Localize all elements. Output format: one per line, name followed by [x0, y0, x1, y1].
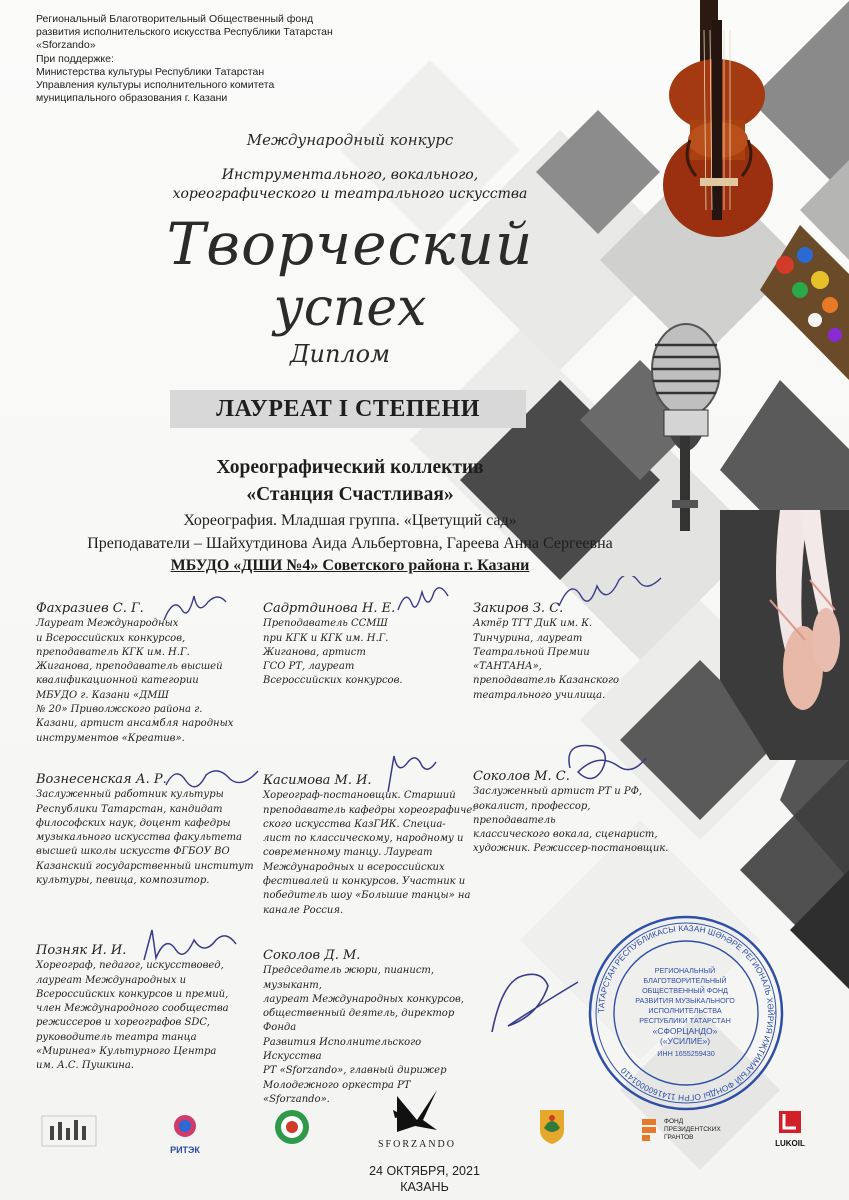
- jury-desc-line: культуры, певица, композитор.: [36, 875, 210, 887]
- collective-name: «Станция Счастливая»: [246, 484, 454, 505]
- teachers-line: Преподаватели – Шайхутдинова Аида Альбертовна, Гареева Анна Сергеевна: [87, 535, 613, 552]
- signature: [555, 576, 665, 616]
- signature: [162, 763, 262, 797]
- jury-desc-line: вокалист, профессор, преподаватель: [473, 800, 591, 826]
- swallow-icon: [387, 1088, 447, 1134]
- jury-desc-line: преподаватель КГК им. Н.Г.: [36, 646, 190, 658]
- organization-stamp: [586, 913, 786, 1113]
- grants-line: ФОНД: [664, 1118, 684, 1125]
- jury-desc-line: квалификационной категории: [36, 675, 199, 687]
- stamp-ring-text: ТАТАРСТАН РЕСПУБЛИКАСЫ КАЗАН ШӘҺӘРЕ РЕГИОНАЛЬ ХӘЙРИЯ ИҖТИМАГЫЙ ФОНДЫ ОГРН 1141600001410: [595, 922, 777, 1104]
- contest-category-line1: Инструментального, вокального,: [221, 167, 479, 183]
- jury-desc-line: Республики Татарстан, кандидат: [36, 803, 223, 815]
- jury-desc-line: общественный деятель, директор Фонда: [263, 1008, 455, 1034]
- jury-desc-line: Молодежного оркестра РТ «Sforzando».: [263, 1079, 411, 1105]
- jury-desc-line: ГСО РТ, лауреат: [263, 661, 355, 673]
- contest-category-line2: хореографического и театрального искусства: [172, 186, 528, 202]
- grants-line: ГРАНТОВ: [664, 1134, 694, 1141]
- org-line: муниципального образования г. Казани: [36, 92, 228, 105]
- lukoil-icon: [778, 1110, 802, 1134]
- school-line: [0, 557, 700, 575]
- jury-desc-line: преподаватель Казанского: [473, 675, 620, 687]
- sforzando-logo: [372, 1088, 462, 1156]
- jury-desc-line: победитель шоу «Большие танцы» на: [263, 890, 471, 902]
- jury-name: Соколов М. С.: [473, 769, 570, 784]
- contest-title-line2: успех: [273, 278, 427, 338]
- jury-desc-line: Хореограф, педагог, искусствовед,: [36, 960, 224, 972]
- jury-desc-line: им. А.С. Пушкина.: [36, 1060, 134, 1072]
- signature: [480, 962, 590, 1040]
- org-line: Министерства культуры Республики Татарстан: [36, 65, 265, 78]
- signature: [392, 586, 452, 622]
- jury-desc-line: Преподаватель ССМШ: [263, 618, 388, 630]
- jury-desc-line: МБУДО г. Казани «ДМШ: [36, 689, 169, 701]
- jury-desc-line: высшей школы искусств ФГБОУ ВО: [36, 846, 230, 858]
- grants-icon: [640, 1117, 660, 1143]
- rgtek-emblem-icon: [160, 1112, 210, 1140]
- jury-name: Касимова М. И.: [263, 773, 372, 788]
- nomination-category: Хореография. Младшая группа. «Цветущий сад»: [183, 512, 517, 529]
- lukoil-logo: [770, 1110, 810, 1150]
- jury-desc-line: инструментов «Креатив».: [36, 732, 185, 744]
- ministry-culture-logo: [40, 1112, 100, 1148]
- jury-name: Соколов Д. М.: [263, 948, 361, 963]
- tatarstan-emblem: [273, 1108, 311, 1146]
- jury-desc-line: Казани, артист ансамбля народных: [36, 718, 234, 730]
- jury-desc-line: Тинчурина, лауреат: [473, 632, 583, 644]
- jury-desc-line: ского искусства КазГИК. Специа-: [263, 818, 446, 830]
- jury-desc-line: Заслуженный артист РТ и РФ,: [473, 786, 643, 798]
- org-line: При поддержке:: [36, 52, 114, 65]
- jury-name: Вознесенская А. Р.: [36, 772, 167, 787]
- sforzando-label: SFORZANDO: [377, 1139, 456, 1150]
- jury-desc-line: руководитель театра танца: [36, 1031, 197, 1043]
- jury-desc-line: театрального училища.: [473, 689, 606, 701]
- jury-desc-line: Хореограф-постановщик. Старший: [263, 790, 456, 802]
- org-line: развития исполнительского искусства Республики Татарстан: [36, 26, 333, 39]
- jury-desc-line: фестивалей и конкурсов. Участник и: [263, 876, 466, 888]
- jury-desc-line: художник. Режиссер-постановщик.: [473, 843, 669, 855]
- jury-member: [473, 602, 648, 703]
- lukoil-label: LUKOIL: [775, 1139, 805, 1148]
- jury-desc-line: Международных и всероссийских: [263, 861, 445, 873]
- jury-name: Позняк И. И.: [36, 943, 127, 958]
- org-line: Управления культуры исполнительного комитета: [36, 79, 275, 92]
- jury-desc-line: Заслуженный работник культуры: [36, 789, 224, 801]
- jury-desc-line: при КГК и КГК им. Н.Г.: [263, 632, 389, 644]
- jury-member: [263, 949, 478, 1107]
- organizer-block: [36, 13, 396, 105]
- jury-desc-line: философских наук, доцент кафедры: [36, 817, 231, 829]
- award-banner: ЛАУРЕАТ I СТЕПЕНИ: [170, 390, 526, 428]
- jury-desc-line: лист по классическому, народному и: [263, 833, 464, 845]
- jury-desc-line: Всероссийских конкурсов.: [263, 675, 403, 687]
- jury-desc-line: Жиганова, преподаватель высшей: [36, 661, 223, 673]
- jury-desc-line: Театральной Премии: [473, 646, 590, 658]
- jury-desc-line: режиссеров и хореографов SDC,: [36, 1017, 210, 1029]
- presidential-grants-logo: [640, 1112, 736, 1148]
- signature: [560, 738, 650, 786]
- jury-desc-line: лауреат Международных и: [36, 974, 187, 986]
- diploma-label: Диплом: [289, 340, 391, 368]
- jury-desc-line: Всероссийских конкурсов и премий,: [36, 988, 229, 1000]
- jury-desc-line: и Всероссийских конкурсов,: [36, 632, 186, 644]
- jury-desc-line: канале Россия.: [263, 904, 344, 916]
- jury-desc-line: современному танцу. Лауреат: [263, 847, 433, 859]
- signature: [140, 926, 240, 966]
- jury-desc-line: лауреат Международных конкурсов,: [263, 993, 464, 1005]
- award-city: КАЗАНЬ: [400, 1180, 449, 1194]
- jury-desc-line: классического вокала, сценарист,: [473, 829, 658, 841]
- jury-desc-line: Председатель жюри, пианист, музыкант,: [263, 965, 435, 991]
- jury-desc-line: Жиганова, артист: [263, 646, 366, 658]
- rgtek-logo: [160, 1112, 210, 1155]
- contest-type: Международный конкурс: [246, 131, 454, 149]
- jury-desc-line: Развития Исполнительского Искусства: [263, 1036, 422, 1063]
- school-name: МБУДО «ДШИ №4» Советского района г. Казани: [170, 557, 530, 574]
- jury-desc-line: преподаватель кафедры хореографиче-: [263, 804, 476, 816]
- jury-name: Закиров З. С.: [473, 601, 564, 616]
- jury-desc-line: «ТАНТАНА»,: [473, 661, 542, 673]
- org-line: «Sforzando»: [36, 39, 96, 52]
- jury-name: Садртдинова Н. Е.: [263, 601, 396, 616]
- kazan-emblem: [538, 1108, 566, 1144]
- jury-desc-line: член Международного сообщества: [36, 1003, 229, 1015]
- grants-line: ПРЕЗИДЕНТСКИХ: [664, 1126, 721, 1133]
- jury-desc-line: Актёр ТГТ ДиК им. К.: [473, 618, 593, 630]
- signature: [380, 752, 440, 796]
- jury-desc-line: РТ «Sforzando», главный дирижер: [263, 1065, 447, 1077]
- jury-name: Фахразиев С. Г.: [36, 601, 144, 616]
- org-line: Региональный Благотворительный Общественный фонд: [36, 13, 314, 25]
- jury-desc-line: № 20» Приволжского района г.: [36, 704, 203, 716]
- rgtek-label: РИТЭК: [170, 1145, 200, 1155]
- jury-desc-line: Казанский государственный институт: [36, 860, 254, 872]
- award-date: 24 ОКТЯБРЯ, 2021: [369, 1164, 480, 1178]
- contest-title-line1: Творческий: [166, 210, 534, 278]
- jury-member: [263, 774, 478, 918]
- jury-desc-line: музыкального искусства факультета: [36, 832, 242, 844]
- stamp-inner-text: РЕГИОНАЛЬНЫЙ БЛАГОТВОРИТЕЛЬНЫЙ ОБЩЕСТВЕННЫЙ ФОНД РАЗВИТИЯ МУЗЫКАЛЬНОГО ИСПОЛНИТЕЛЬСТВА РЕСПУБЛИКИ ТАТАРСТАН «СФОРЦАНДО» («УСИЛИЕ») ИНН 1655259430: [635, 966, 735, 1058]
- jury-desc-line: «Миринеа» Культурного Центра: [36, 1046, 217, 1058]
- jury-desc-line: Лауреат Международных: [36, 618, 179, 630]
- signature: [160, 594, 230, 626]
- grants-label: [664, 1118, 721, 1142]
- collective-type: Хореографический коллектив: [216, 457, 484, 478]
